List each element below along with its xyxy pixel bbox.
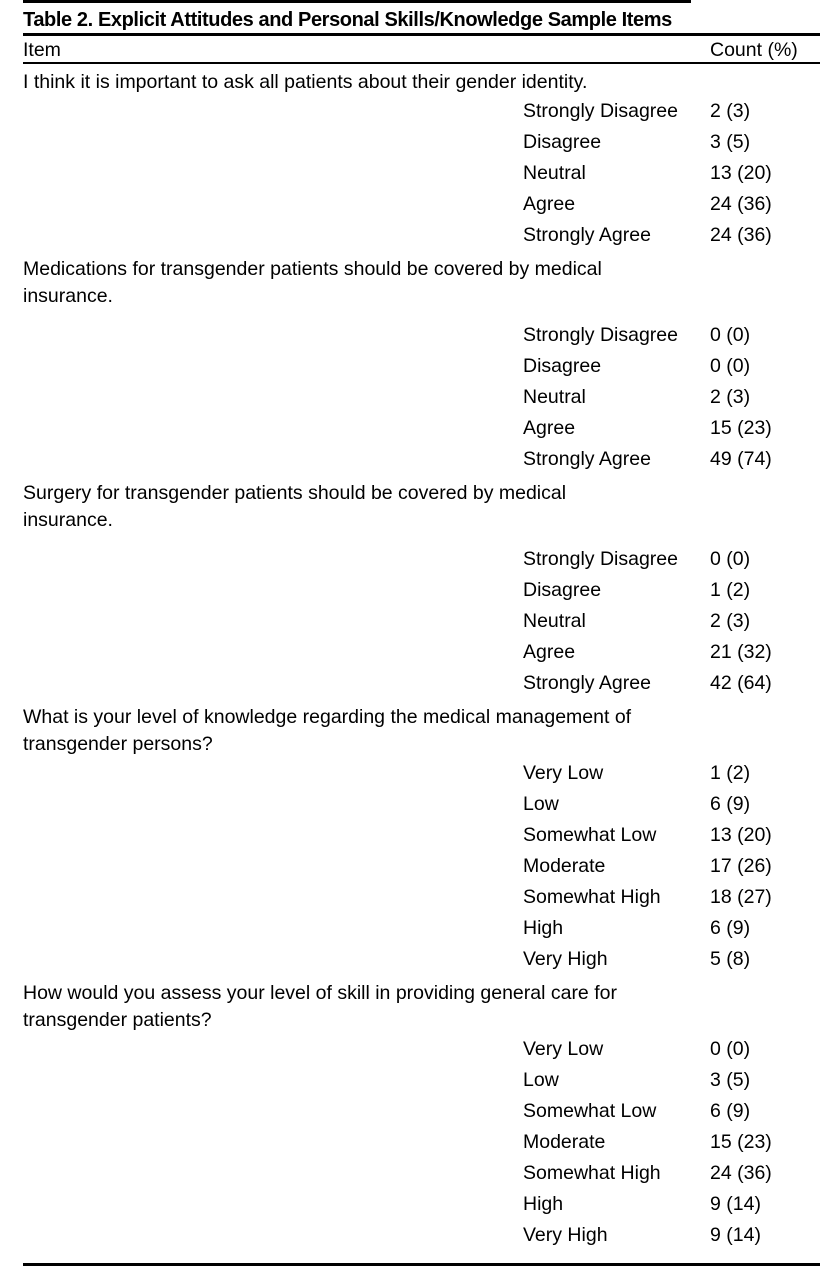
table-top-rule (23, 0, 691, 3)
response-row (23, 851, 820, 882)
response-row (23, 1096, 820, 1127)
response-count: 13 (20) (710, 162, 772, 184)
question-text: I think it is important to ask all patients about their gender identity. (23, 71, 588, 93)
response-count: 0 (0) (710, 1038, 751, 1060)
response-count: 15 (23) (710, 1131, 772, 1153)
response-count: 3 (5) (710, 1069, 751, 1091)
response-row (23, 606, 820, 637)
question-block (23, 256, 820, 475)
response-count: 3 (5) (710, 131, 751, 153)
response-row (23, 1158, 820, 1189)
response-row (23, 413, 820, 444)
response-row (23, 220, 820, 251)
question-text: Medications for transgender patients should be covered by medical insurance. (23, 258, 602, 307)
response-count: 24 (36) (710, 1162, 772, 1184)
response-count: 24 (36) (710, 193, 772, 215)
response-row (23, 544, 820, 575)
response-label: Very Low (523, 762, 604, 784)
response-row (23, 444, 820, 475)
question-text: What is your level of knowledge regarding the medical management of transgender persons? (23, 706, 632, 755)
response-label: Neutral (523, 386, 586, 408)
response-count: 2 (3) (710, 100, 751, 122)
response-row (23, 158, 820, 189)
response-label: High (523, 1193, 564, 1215)
response-label: Moderate (523, 1131, 606, 1153)
column-header-item: Item (23, 39, 61, 61)
response-count: 9 (14) (710, 1224, 761, 1246)
response-row (23, 127, 820, 158)
response-label: Somewhat High (523, 886, 661, 908)
response-label: Strongly Agree (523, 672, 651, 694)
title-underline-rule (23, 33, 820, 36)
question-block (23, 69, 820, 251)
table-header-row (23, 39, 820, 62)
column-header-count: Count (%) (710, 39, 798, 61)
response-row (23, 189, 820, 220)
response-count: 1 (2) (710, 762, 751, 784)
response-row (23, 882, 820, 913)
response-label: Low (523, 793, 559, 815)
question-text: Surgery for transgender patients should be covered by medical insurance. (23, 482, 567, 531)
response-label: Neutral (523, 162, 586, 184)
response-count: 0 (0) (710, 548, 751, 570)
response-row (23, 96, 820, 127)
response-label: Agree (523, 417, 576, 439)
response-count: 0 (0) (710, 355, 751, 377)
response-label: Strongly Agree (523, 224, 651, 246)
response-rows (23, 320, 820, 475)
response-count: 6 (9) (710, 917, 751, 939)
response-row (23, 382, 820, 413)
response-row (23, 637, 820, 668)
response-label: Somewhat Low (523, 824, 657, 846)
response-label: Strongly Agree (523, 448, 651, 470)
question-text: How would you assess your level of skill in providing general care for transgender patients? (23, 982, 617, 1031)
response-count: 18 (27) (710, 886, 772, 908)
response-count: 2 (3) (710, 386, 751, 408)
response-rows (23, 96, 820, 251)
response-count: 49 (74) (710, 448, 772, 470)
response-row (23, 1034, 820, 1065)
response-count: 6 (9) (710, 793, 751, 815)
question-block (23, 480, 820, 699)
response-row (23, 1220, 820, 1251)
response-label: Disagree (523, 579, 602, 601)
question-block (23, 980, 820, 1251)
response-count: 17 (26) (710, 855, 772, 877)
response-count: 2 (3) (710, 610, 751, 632)
response-row (23, 820, 820, 851)
response-row (23, 1189, 820, 1220)
response-label: Very Low (523, 1038, 604, 1060)
response-row (23, 320, 820, 351)
response-label: Very High (523, 948, 608, 970)
header-underline-rule (23, 62, 820, 64)
table-bottom-rule (23, 1263, 820, 1266)
response-count: 9 (14) (710, 1193, 761, 1215)
response-row (23, 1127, 820, 1158)
response-count: 42 (64) (710, 672, 772, 694)
response-count: 21 (32) (710, 641, 772, 663)
response-label: Somewhat Low (523, 1100, 657, 1122)
response-count: 15 (23) (710, 417, 772, 439)
response-label: Disagree (523, 355, 602, 377)
sample-items-table (23, 0, 820, 1266)
response-row (23, 1065, 820, 1096)
response-label: Somewhat High (523, 1162, 661, 1184)
response-label: Moderate (523, 855, 606, 877)
response-row (23, 758, 820, 789)
response-row (23, 913, 820, 944)
response-row (23, 351, 820, 382)
response-count: 0 (0) (710, 324, 751, 346)
response-label: Low (523, 1069, 559, 1091)
response-count: 24 (36) (710, 224, 772, 246)
table-body (23, 69, 820, 1251)
table-title: Table 2. Explicit Attitudes and Personal Skills/Knowledge Sample Items (23, 9, 672, 31)
response-label: Neutral (523, 610, 586, 632)
response-rows (23, 544, 820, 699)
response-label: Strongly Disagree (523, 548, 678, 570)
response-count: 1 (2) (710, 579, 751, 601)
response-row (23, 668, 820, 699)
response-count: 5 (8) (710, 948, 751, 970)
question-block (23, 704, 820, 975)
response-label: Very High (523, 1224, 608, 1246)
response-label: Agree (523, 193, 576, 215)
response-row (23, 789, 820, 820)
response-label: Disagree (523, 131, 602, 153)
response-label: Strongly Disagree (523, 100, 678, 122)
response-label: High (523, 917, 564, 939)
response-count: 6 (9) (710, 1100, 751, 1122)
response-rows (23, 1034, 820, 1251)
response-row (23, 575, 820, 606)
response-count: 13 (20) (710, 824, 772, 846)
response-label: Agree (523, 641, 576, 663)
response-rows (23, 758, 820, 975)
response-label: Strongly Disagree (523, 324, 678, 346)
response-row (23, 944, 820, 975)
